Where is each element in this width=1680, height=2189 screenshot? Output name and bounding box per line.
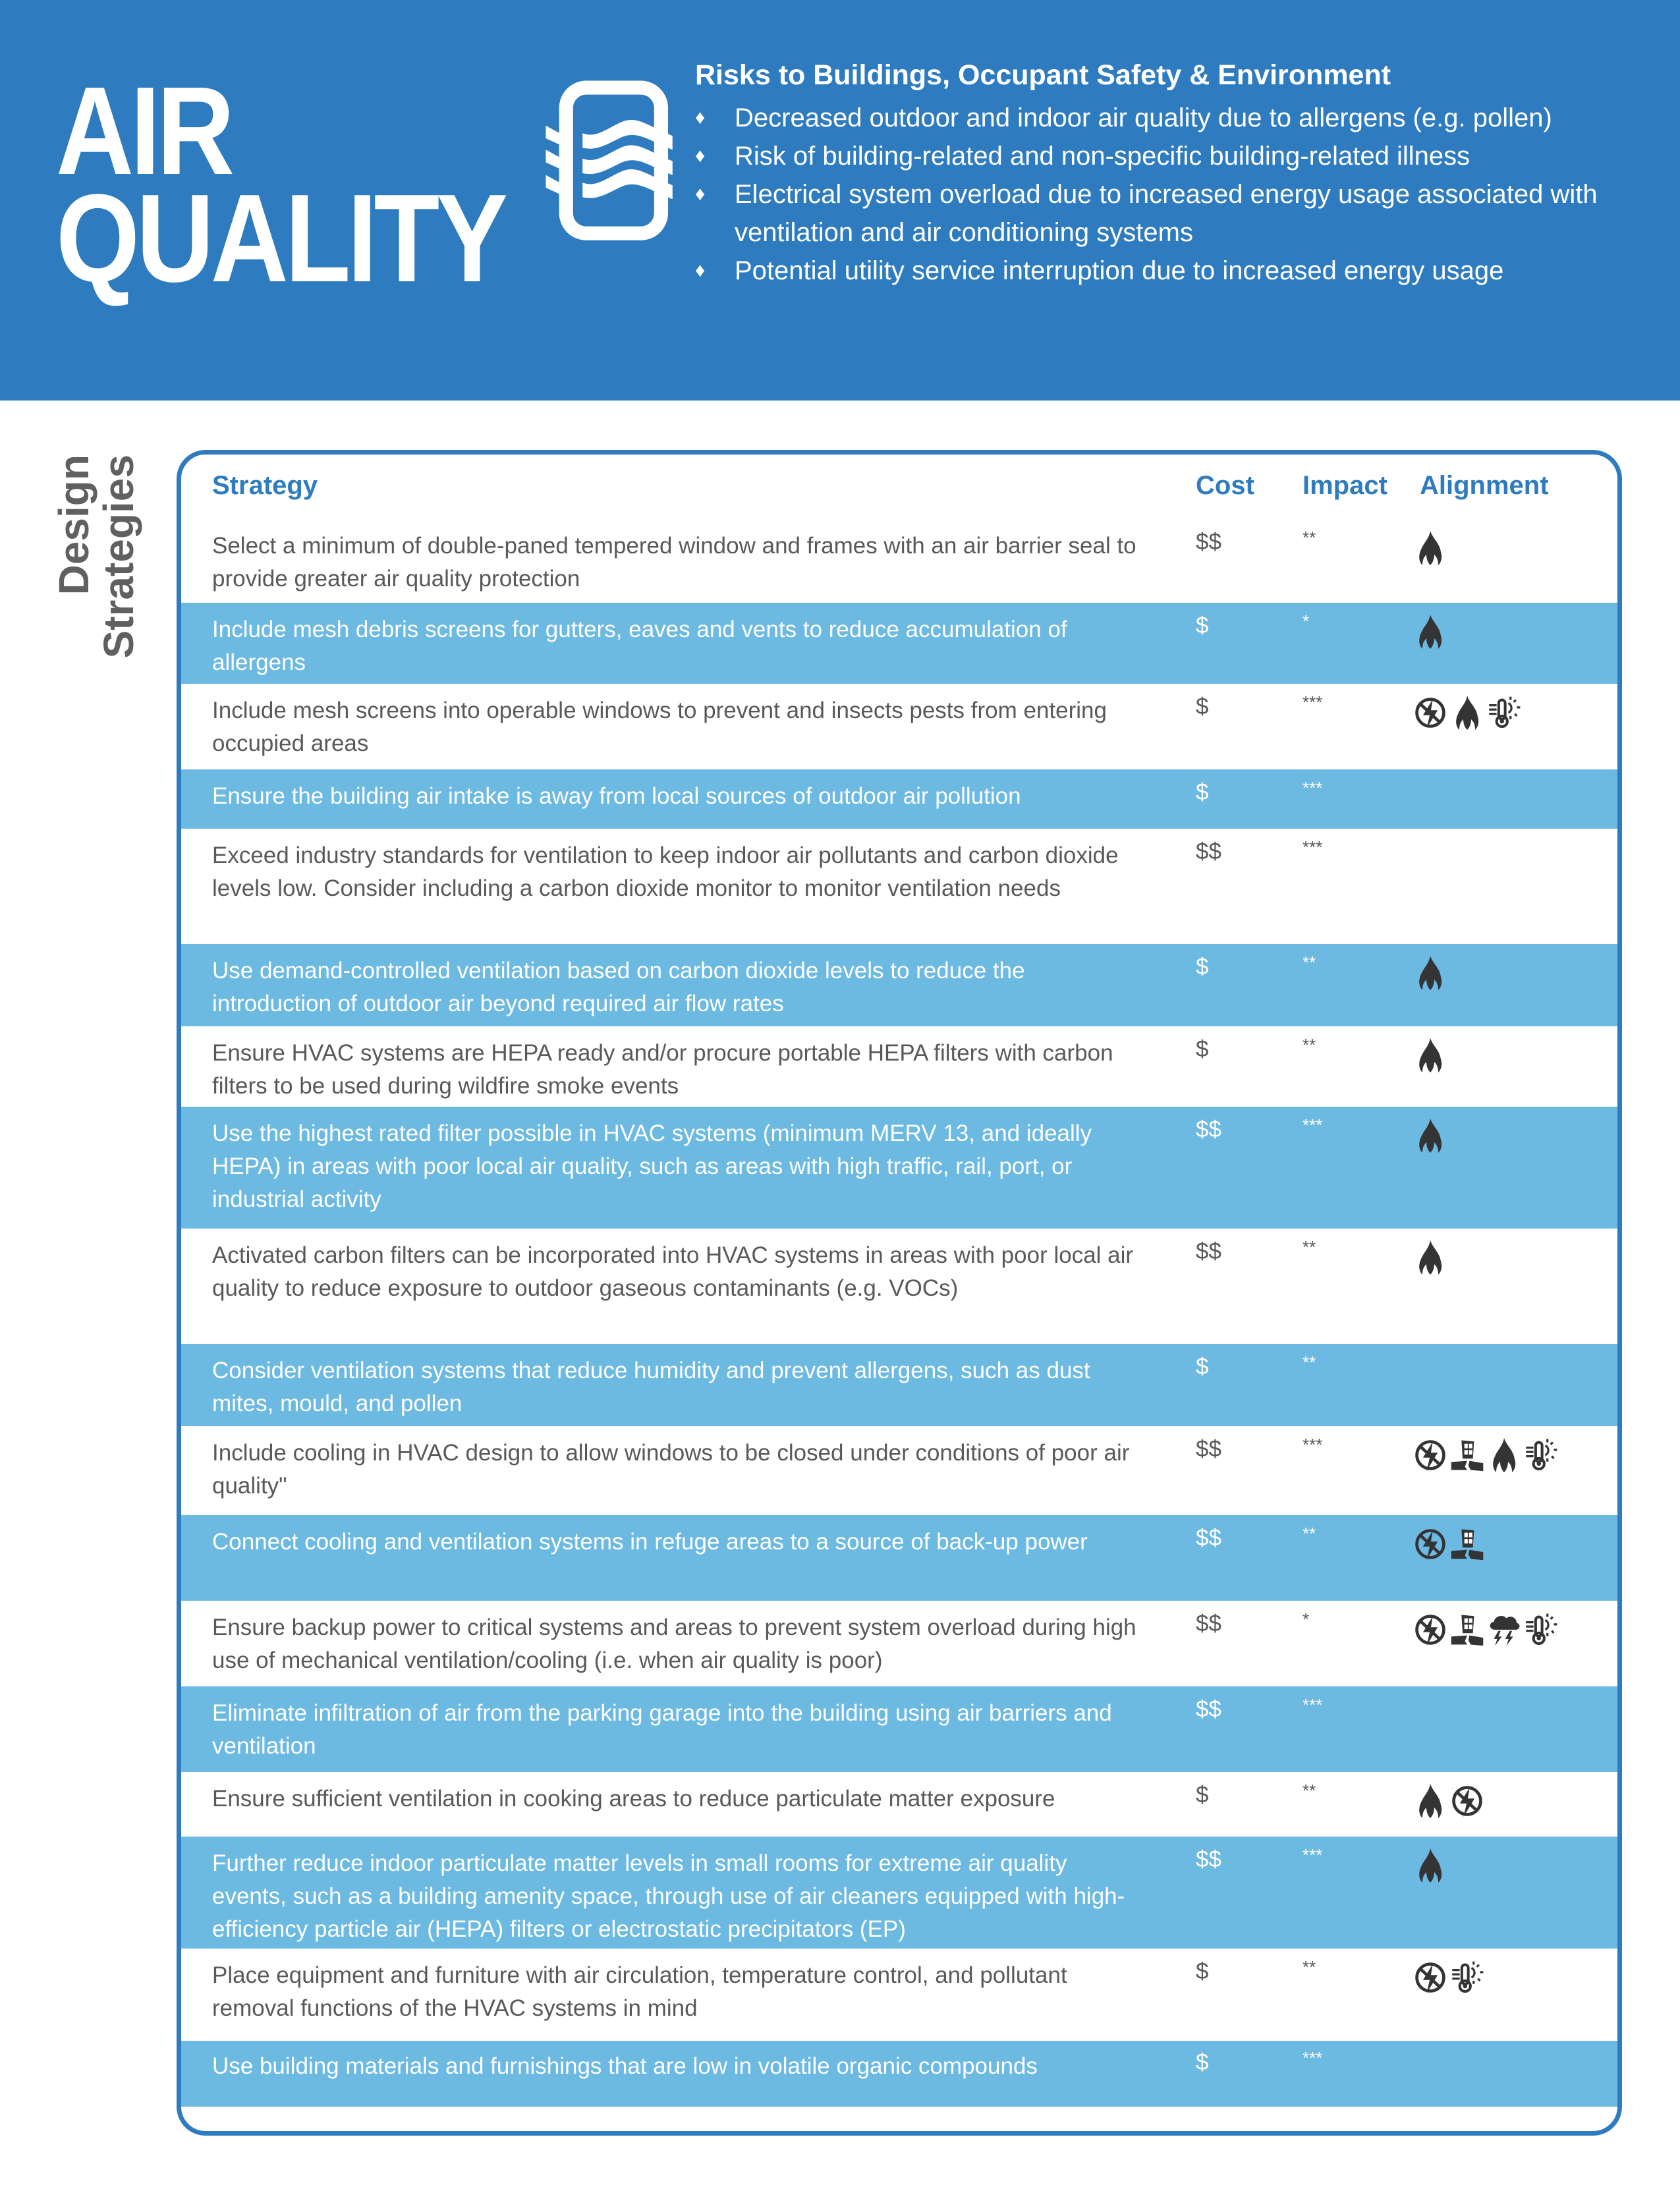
strategy-cell: Select a minimum of double-paned tempered window and frames with an air barrier seal to provide greater air quality protection — [212, 533, 1136, 592]
table-row — [181, 2041, 1617, 2107]
strategy-cell: Use demand-controlled ventilation based on carbon dioxide levels to reduce the introduction of outdoor air beyond required air flow rates — [212, 958, 1025, 1016]
alignment-cell — [1413, 1783, 1484, 1819]
risk-item: ♦ Potential utility service interruption due to increased energy usage — [695, 252, 1657, 290]
extreme-heat-icon — [1450, 1959, 1484, 1996]
table-row — [181, 1344, 1617, 1426]
table-row — [181, 684, 1617, 769]
strategy-cell: Connect cooling and ventilation systems in refuge areas to a source of back-up power — [212, 1529, 1088, 1555]
risk-item: ♦ Electrical system overload due to increased energy usage associated with ventilation and air conditioning systems — [695, 175, 1657, 252]
wildfire-icon — [1413, 530, 1447, 567]
wildfire-icon — [1413, 613, 1447, 650]
impact-cell: *** — [1302, 692, 1323, 712]
impact-cell: ** — [1302, 953, 1316, 972]
alignment-cell — [1413, 955, 1447, 991]
strategy-cell: Place equipment and furniture with air circulation, temperature control, and pollutant removal functions of the HVAC systems in mind — [212, 1962, 1067, 2021]
alignment-cell — [1413, 1437, 1558, 1474]
table-row — [181, 829, 1617, 944]
section-label-strategies: Strategies — [95, 455, 142, 659]
strategy-cell: Include mesh screens into operable windows to prevent and insects pests from entering occupied areas — [212, 698, 1107, 756]
risk-item: ♦ Risk of building-related and non-specific building-related illness — [695, 137, 1657, 175]
column-header-impact: Impact — [1302, 471, 1387, 500]
alignment-cell — [1413, 1526, 1484, 1563]
table-row — [181, 1772, 1617, 1837]
cost-cell: $$ — [1196, 1238, 1221, 1264]
extreme-heat-icon — [1487, 694, 1521, 731]
wildfire-icon — [1413, 1037, 1447, 1074]
power-outage-icon — [1413, 1611, 1447, 1648]
impact-cell: *** — [1302, 1845, 1323, 1865]
impact-cell: *** — [1302, 1695, 1323, 1715]
strategy-cell: Ensure sufficient ventilation in cooking areas to reduce particulate matter exposure — [212, 1786, 1055, 1812]
strategies-table — [177, 450, 1622, 2136]
impact-cell: *** — [1302, 1115, 1323, 1135]
cost-cell: $ — [1196, 954, 1209, 980]
diamond-bullet-icon: ♦ — [695, 107, 706, 128]
strategy-cell: Ensure backup power to critical systems and areas to prevent system overload during high use of mechanical ventilation/cooling (i.e. when air quality is poor) — [212, 1615, 1136, 1673]
strategy-cell: Eliminate infiltration of air from the parking garage into the building using air barriers and ventilation — [212, 1700, 1112, 1759]
impact-cell: ** — [1302, 1957, 1316, 1977]
table-row — [181, 1686, 1617, 1772]
table-row — [181, 1515, 1617, 1601]
impact-cell: ** — [1302, 1352, 1316, 1372]
earthquake-icon — [1450, 1611, 1484, 1648]
power-outage-icon — [1450, 1783, 1484, 1819]
risks-heading: Risks to Buildings, Occupant Safety & Environment — [695, 59, 1391, 91]
impact-cell: ** — [1302, 528, 1316, 547]
cost-cell: $$ — [1196, 1117, 1221, 1142]
strategy-cell: Consider ventilation systems that reduce humidity and prevent allergens, such as dust mites, mould, and pollen — [212, 1358, 1090, 1416]
power-outage-icon — [1413, 694, 1447, 731]
risks-list — [695, 99, 1657, 290]
impact-cell: *** — [1302, 2048, 1323, 2068]
wildfire-icon — [1413, 1783, 1447, 1819]
alignment-cell — [1413, 694, 1521, 731]
page-title — [56, 61, 505, 308]
power-outage-icon — [1413, 1959, 1447, 1996]
power-outage-icon — [1413, 1526, 1447, 1563]
storm-icon — [1487, 1611, 1521, 1648]
title-line-quality: QUALITY — [56, 169, 505, 308]
column-header-alignment: Alignment — [1420, 471, 1549, 500]
cost-cell: $ — [1196, 1036, 1209, 1062]
earthquake-icon — [1450, 1437, 1484, 1474]
cost-cell: $$ — [1196, 529, 1221, 555]
diamond-bullet-icon: ♦ — [695, 145, 706, 167]
impact-cell: ** — [1302, 1035, 1316, 1055]
section-label — [51, 455, 157, 672]
wildfire-icon — [1413, 1239, 1447, 1276]
column-header-cost: Cost — [1196, 471, 1254, 500]
wildfire-icon — [1413, 1847, 1447, 1884]
cost-cell: $ — [1196, 1958, 1209, 1984]
cost-cell: $$ — [1196, 1525, 1221, 1551]
extreme-heat-icon — [1524, 1437, 1558, 1474]
impact-cell: ** — [1302, 1524, 1316, 1543]
diamond-bullet-icon: ♦ — [695, 183, 706, 205]
table-row — [181, 1426, 1617, 1515]
table-row — [181, 520, 1617, 603]
table-header — [181, 455, 1617, 520]
diamond-bullet-icon: ♦ — [695, 260, 706, 281]
alignment-cell — [1413, 1959, 1484, 1996]
alignment-cell — [1413, 1117, 1447, 1154]
cost-cell: $ — [1196, 1782, 1209, 1808]
impact-cell: *** — [1302, 837, 1323, 857]
strategy-cell: Ensure HVAC systems are HEPA ready and/or procure portable HEPA filters with carbon filters to be used during wildfire smoke events — [212, 1040, 1113, 1099]
table-row — [181, 603, 1617, 684]
table-row — [181, 1601, 1617, 1686]
alignment-cell — [1413, 530, 1447, 567]
wildfire-icon — [1450, 694, 1484, 731]
impact-cell: * — [1302, 1609, 1310, 1629]
column-header-strategy: Strategy — [212, 471, 318, 500]
wildfire-icon — [1487, 1437, 1521, 1474]
impact-cell: *** — [1302, 778, 1323, 798]
cost-cell: $$ — [1196, 1611, 1221, 1636]
power-outage-icon — [1413, 1437, 1447, 1474]
table-row — [181, 1837, 1617, 1949]
cost-cell: $ — [1196, 2049, 1209, 2075]
alignment-cell — [1413, 1847, 1447, 1884]
wildfire-icon — [1413, 1117, 1447, 1154]
cost-cell: $$ — [1196, 1436, 1221, 1462]
air-filter-icon — [520, 56, 685, 234]
cost-cell: $$ — [1196, 1696, 1221, 1722]
table-body — [181, 520, 1617, 2107]
impact-cell: *** — [1302, 1435, 1323, 1455]
table-row — [181, 1026, 1617, 1107]
wildfire-icon — [1413, 955, 1447, 991]
alignment-cell — [1413, 1611, 1558, 1648]
table-row — [181, 944, 1617, 1026]
alignment-cell — [1413, 613, 1447, 650]
strategy-cell: Further reduce indoor particulate matter levels in small rooms for extreme air quality events, such as a building amenity space, through use of air cleaners equipped with high-efficiency particle air (HEPA) filters or electrostatic precipitators (EP) — [212, 1850, 1125, 1942]
title-line-air: AIR — [56, 61, 231, 201]
cost-cell: $ — [1196, 694, 1209, 719]
cost-cell: $$ — [1196, 1846, 1221, 1872]
impact-cell: * — [1302, 611, 1310, 631]
strategy-cell: Exceed industry standards for ventilation to keep indoor air pollutants and carbon dioxide levels low. Consider including a carbon dioxide monitor to monitor ventilation needs — [212, 843, 1119, 901]
cost-cell: $$ — [1196, 839, 1221, 864]
risks-section — [695, 57, 1657, 290]
risk-item: ♦ Decreased outdoor and indoor air quality due to allergens (e.g. pollen) — [695, 99, 1657, 137]
table-row — [181, 769, 1617, 829]
strategy-cell: Use building materials and furnishings that are low in volatile organic compounds — [212, 2053, 1038, 2079]
impact-cell: ** — [1302, 1781, 1316, 1800]
cost-cell: $ — [1196, 1354, 1209, 1379]
table-row — [181, 1107, 1617, 1229]
strategy-cell: Ensure the building air intake is away from local sources of outdoor air pollution — [212, 783, 1021, 809]
strategy-cell: Activated carbon filters can be incorporated into HVAC systems in areas with poor local air quality to reduce exposure to outdoor gaseous contaminants (e.g. VOCs) — [212, 1242, 1134, 1301]
cost-cell: $ — [1196, 613, 1209, 638]
alignment-cell — [1413, 1239, 1447, 1276]
earthquake-icon — [1450, 1526, 1484, 1563]
section-label-design: Design — [50, 455, 98, 596]
alignment-cell — [1413, 1037, 1447, 1074]
table-row — [181, 1229, 1617, 1344]
strategy-cell: Include mesh debris screens for gutters, eaves and vents to reduce accumulation of allergens — [212, 617, 1067, 675]
strategy-cell: Use the highest rated filter possible in HVAC systems (minimum MERV 13, and ideally HEPA) in areas with poor local air quality, such as areas with high traffic, rail, port, or industrial activity — [212, 1121, 1092, 1212]
impact-cell: ** — [1302, 1237, 1316, 1257]
strategy-cell: Include cooling in HVAC design to allow windows to be closed under conditions of poor air quality" — [212, 1440, 1130, 1499]
header-banner — [0, 0, 1680, 401]
extreme-heat-icon — [1524, 1611, 1558, 1648]
cost-cell: $ — [1196, 779, 1209, 805]
table-row — [181, 1949, 1617, 2041]
